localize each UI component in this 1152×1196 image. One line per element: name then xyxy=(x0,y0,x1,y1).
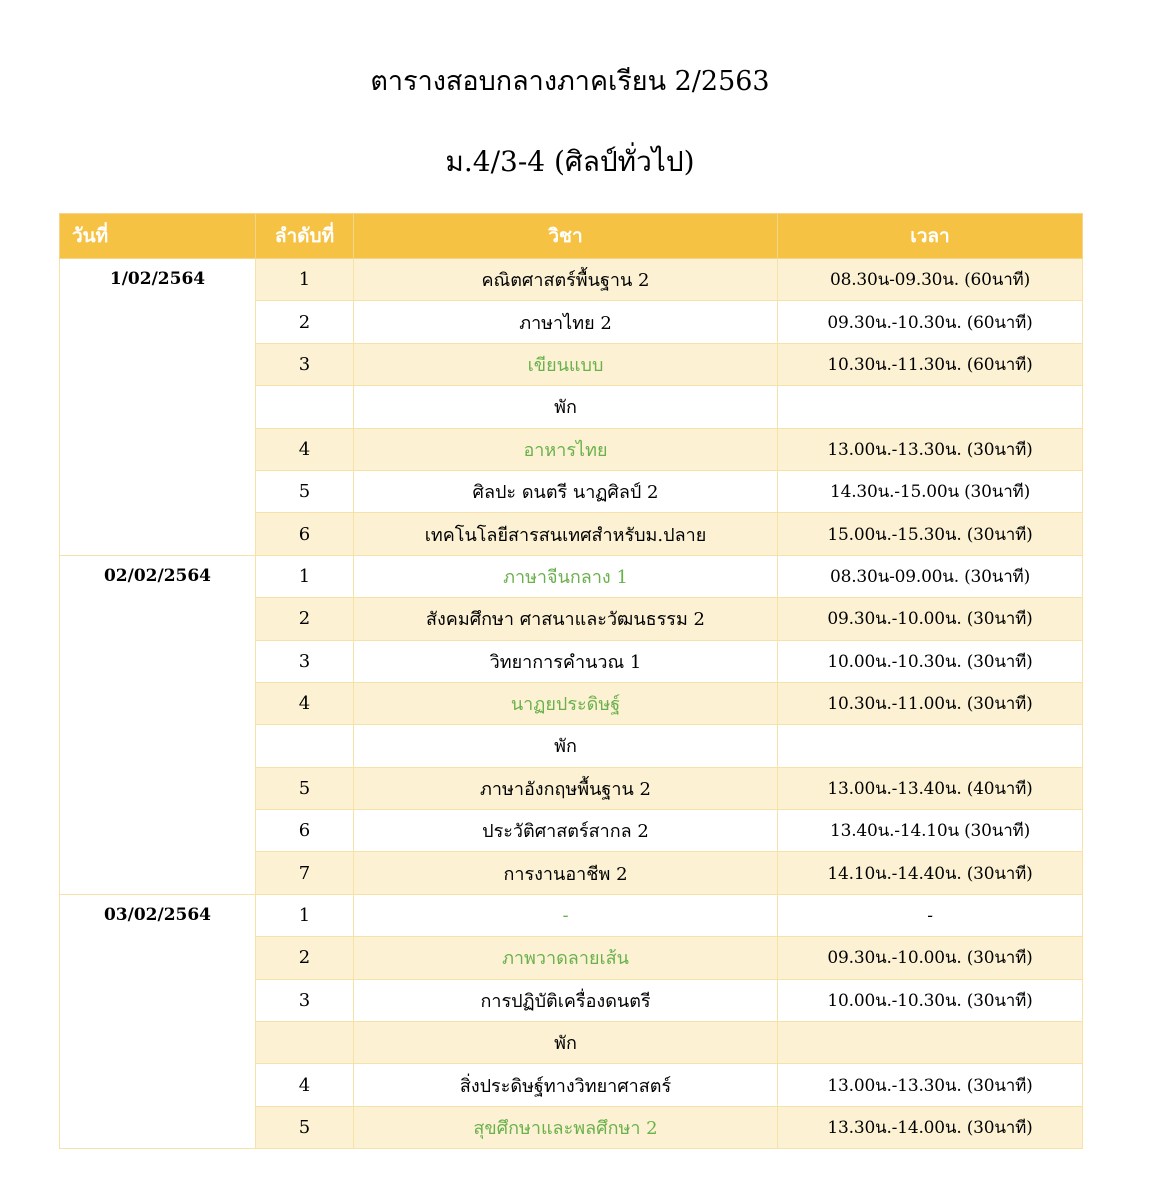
order-cell: 4 xyxy=(256,682,354,724)
subject-cell xyxy=(354,1022,778,1064)
order-cell: 2 xyxy=(256,937,354,979)
order-cell: 1 xyxy=(256,555,354,597)
subject-cell xyxy=(354,725,778,767)
order-cell: 5 xyxy=(256,1106,354,1148)
order-cell: 5 xyxy=(256,767,354,809)
subject-cell xyxy=(354,767,778,809)
time-cell xyxy=(778,1022,1083,1064)
order-cell xyxy=(256,725,354,767)
subject-name: สุขศึกษาและพลศึกษา 2 xyxy=(473,1118,658,1139)
subject-cell xyxy=(354,428,778,470)
subject-name: พัก xyxy=(554,1033,577,1055)
time-cell: 10.30น.-11.30น. (60นาที) xyxy=(778,343,1083,385)
table-header-row xyxy=(60,214,1083,259)
subject-cell xyxy=(354,937,778,979)
subject-cell xyxy=(354,1106,778,1148)
subject-name: เทคโนโลยีสารสนเทศสำหรับม.ปลาย xyxy=(424,524,707,546)
subject-name: นาฏยประดิษฐ์ xyxy=(510,694,621,716)
time-cell: 14.30น.-15.00น (30นาที) xyxy=(778,470,1083,512)
order-cell: 4 xyxy=(256,428,354,470)
table-row xyxy=(60,894,1083,936)
subject-name: การงานอาชีพ 2 xyxy=(503,863,628,885)
subject-name: ภาษาจีนกลาง 1 xyxy=(503,566,628,588)
order-cell: 3 xyxy=(256,979,354,1021)
subject-cell xyxy=(354,386,778,428)
order-cell: 3 xyxy=(256,343,354,385)
subject-cell xyxy=(354,555,778,597)
header-time: เวลา xyxy=(778,214,1083,259)
subject-name: พัก xyxy=(554,397,577,419)
exam-schedule-table xyxy=(59,213,1083,1149)
subject-name: เขียนแบบ xyxy=(527,354,604,376)
time-cell: 09.30น.-10.00น. (30นาที) xyxy=(778,598,1083,640)
subject-cell xyxy=(354,852,778,894)
subject-name: สิ่งประดิษฐ์ทางวิทยาศาสตร์ xyxy=(459,1075,672,1097)
subject-cell xyxy=(354,513,778,555)
subject-cell xyxy=(354,682,778,724)
table-body xyxy=(60,259,1083,1149)
subject-name: - xyxy=(562,905,569,927)
subject-cell xyxy=(354,810,778,852)
subject-cell xyxy=(354,343,778,385)
order-cell xyxy=(256,1022,354,1064)
order-cell: 6 xyxy=(256,810,354,852)
time-cell: - xyxy=(778,894,1083,936)
time-cell: 13.00น.-13.30น. (30นาที) xyxy=(778,1064,1083,1106)
time-cell: 10.00น.-10.30น. (30นาที) xyxy=(778,979,1083,1021)
order-cell: 3 xyxy=(256,640,354,682)
page-subtitle: ม.4/3-4 (ศิลป์ทั่วไป) xyxy=(445,145,695,178)
order-cell: 2 xyxy=(256,598,354,640)
date-cell: 02/02/2564 xyxy=(60,555,256,894)
order-cell: 5 xyxy=(256,470,354,512)
time-cell xyxy=(778,386,1083,428)
header-order: ลำดับที่ xyxy=(256,214,354,259)
time-cell: 13.30น.-14.00น. (30นาที) xyxy=(778,1106,1083,1148)
subject-cell xyxy=(354,470,778,512)
page-title: ตารางสอบกลางภาคเรียน 2/2563 xyxy=(370,66,770,97)
time-cell: 14.10น.-14.40น. (30นาที) xyxy=(778,852,1083,894)
subject-cell xyxy=(354,979,778,1021)
order-cell: 2 xyxy=(256,301,354,343)
order-cell: 4 xyxy=(256,1064,354,1106)
table-row xyxy=(60,555,1083,597)
subject-name: ประวัติศาสตร์สากล 2 xyxy=(482,821,649,843)
header-subject: วิชา xyxy=(354,214,778,259)
date-cell: 1/02/2564 xyxy=(60,259,256,556)
time-cell: 15.00น.-15.30น. (30นาที) xyxy=(778,513,1083,555)
subject-name: สังคมศึกษา ศาสนาและวัฒนธรรม 2 xyxy=(426,609,705,631)
subject-name: ศิลปะ ดนตรี นาฏศิลป์ 2 xyxy=(472,482,659,504)
subject-cell xyxy=(354,1064,778,1106)
time-cell: 09.30น.-10.00น. (30นาที) xyxy=(778,937,1083,979)
order-cell: 7 xyxy=(256,852,354,894)
subject-name: การปฏิบัติเครื่องดนตรี xyxy=(480,990,651,1012)
subject-name: ภาพวาดลายเส้น xyxy=(502,948,629,970)
header-date: วันที่ xyxy=(60,214,256,259)
time-cell: 08.30น-09.30น. (60นาที) xyxy=(778,259,1083,301)
time-cell xyxy=(778,725,1083,767)
order-cell: 1 xyxy=(256,259,354,301)
subject-name: วิทยาการคำนวณ 1 xyxy=(489,651,642,673)
subject-cell xyxy=(354,301,778,343)
time-cell: 10.00น.-10.30น. (30นาที) xyxy=(778,640,1083,682)
subject-cell xyxy=(354,259,778,301)
order-cell xyxy=(256,386,354,428)
subject-name: พัก xyxy=(554,736,577,758)
time-cell: 10.30น.-11.00น. (30นาที) xyxy=(778,682,1083,724)
subject-name: อาหารไทย xyxy=(523,439,608,461)
subject-name: ภาษาไทย 2 xyxy=(519,312,612,334)
subject-name: คณิตศาสตร์พื้นฐาน 2 xyxy=(481,270,650,292)
order-cell: 6 xyxy=(256,513,354,555)
time-cell: 09.30น.-10.30น. (60นาที) xyxy=(778,301,1083,343)
time-cell: 13.00น.-13.30น. (30นาที) xyxy=(778,428,1083,470)
date-cell: 03/02/2564 xyxy=(60,894,256,1148)
time-cell: 13.40น.-14.10น (30นาที) xyxy=(778,810,1083,852)
time-cell: 08.30น-09.00น. (30นาที) xyxy=(778,555,1083,597)
subject-cell xyxy=(354,640,778,682)
order-cell: 1 xyxy=(256,894,354,936)
subject-cell xyxy=(354,894,778,936)
table-row xyxy=(60,259,1083,301)
time-cell: 13.00น.-13.40น. (40นาที) xyxy=(778,767,1083,809)
subject-cell xyxy=(354,598,778,640)
subject-name: ภาษาอังกฤษพื้นฐาน 2 xyxy=(480,778,651,800)
